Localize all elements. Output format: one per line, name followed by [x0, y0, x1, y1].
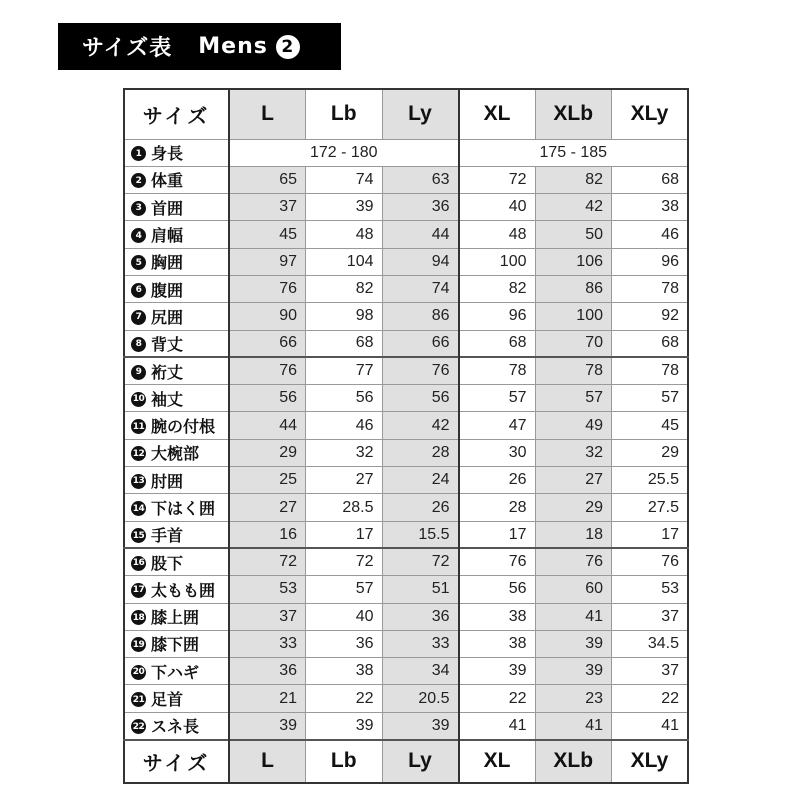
row-label [124, 658, 229, 685]
cell-XLb: 39 [535, 630, 612, 657]
number-badge-icon: 17 [131, 583, 146, 598]
row-label [124, 385, 229, 412]
cell-XL: 38 [459, 630, 536, 657]
row-label-text: 手首 [151, 526, 184, 546]
cell-XL: 26 [459, 467, 536, 494]
cell-Lb: 57 [306, 576, 383, 603]
cell-L: 29 [229, 439, 306, 466]
cell-XLb: 76 [535, 548, 612, 575]
cell-L: 97 [229, 248, 306, 275]
table-row [124, 658, 688, 685]
cell-Lb: 38 [306, 658, 383, 685]
number-badge-icon: 13 [131, 474, 146, 489]
cell-L: 65 [229, 166, 306, 193]
cell-XLb: 27 [535, 467, 612, 494]
cell-XLy: 78 [612, 275, 689, 302]
cell-XLy: 25.5 [612, 467, 689, 494]
cell-L: 44 [229, 412, 306, 439]
cell-Ly: 24 [382, 467, 459, 494]
cell-Lb: 48 [306, 221, 383, 248]
cell-Lb: 22 [306, 685, 383, 712]
cell-L: 53 [229, 576, 306, 603]
cell-Ly: 15.5 [382, 521, 459, 548]
row-label-text: 大椀部 [151, 444, 200, 464]
row-label [124, 467, 229, 494]
cell-L: 66 [229, 330, 306, 357]
row-label [124, 139, 229, 166]
cell-XLb: 23 [535, 685, 612, 712]
title-text: サイズ表 [82, 36, 173, 61]
cell-XL: 48 [459, 221, 536, 248]
cell-Lb: 98 [306, 303, 383, 330]
row-label-text: 腹囲 [151, 280, 184, 300]
table-row [124, 521, 688, 548]
height-range-XL: 175 - 185 [459, 139, 689, 166]
footer-size-label: サイズ [124, 740, 229, 783]
row-label-text: 肘囲 [151, 471, 184, 491]
cell-XLy: 22 [612, 685, 689, 712]
cell-XLb: 86 [535, 275, 612, 302]
footer-size-Ly: Ly [382, 740, 459, 783]
cell-XL: 82 [459, 275, 536, 302]
cell-XLb: 70 [535, 330, 612, 357]
cell-L: 33 [229, 630, 306, 657]
number-badge-icon: 2 [131, 173, 146, 188]
cell-Ly: 26 [382, 494, 459, 521]
cell-Ly: 36 [382, 603, 459, 630]
cell-Ly: 56 [382, 385, 459, 412]
number-badge-icon: 10 [131, 392, 146, 407]
cell-Ly: 66 [382, 330, 459, 357]
number-badge-icon: 2 [276, 35, 300, 59]
cell-XLy: 37 [612, 658, 689, 685]
cell-Ly: 36 [382, 194, 459, 221]
footer-size-XL: XL [459, 740, 536, 783]
height-range-L: 172 - 180 [229, 139, 459, 166]
cell-L: 27 [229, 494, 306, 521]
cell-Lb: 68 [306, 330, 383, 357]
cell-Ly: 39 [382, 712, 459, 739]
number-badge-icon: 4 [131, 228, 146, 243]
number-badge-icon: 14 [131, 501, 146, 516]
cell-XL: 39 [459, 658, 536, 685]
cell-XLb: 39 [535, 658, 612, 685]
cell-XLy: 27.5 [612, 494, 689, 521]
table-row [124, 467, 688, 494]
cell-Ly: 34 [382, 658, 459, 685]
table-row [124, 603, 688, 630]
title-subtitle: Mens [198, 34, 268, 59]
cell-XL: 68 [459, 330, 536, 357]
number-badge-icon: 3 [131, 201, 146, 216]
cell-Lb: 39 [306, 712, 383, 739]
cell-XLb: 32 [535, 439, 612, 466]
cell-Ly: 76 [382, 357, 459, 384]
header-size-Ly: Ly [382, 89, 459, 139]
cell-Lb: 27 [306, 467, 383, 494]
row-label-text: 背丈 [151, 334, 184, 354]
cell-XLb: 50 [535, 221, 612, 248]
cell-XLy: 96 [612, 248, 689, 275]
table-row [124, 412, 688, 439]
table-row [124, 303, 688, 330]
row-label [124, 630, 229, 657]
cell-L: 76 [229, 357, 306, 384]
header-size-XLy: XLy [612, 89, 689, 139]
cell-XLy: 78 [612, 357, 689, 384]
row-label-text: 足首 [151, 690, 184, 710]
cell-XLb: 106 [535, 248, 612, 275]
row-label-text: スネ長 [151, 717, 200, 737]
header-size-label: サイズ [124, 89, 229, 139]
row-label-text: 裄丈 [151, 362, 184, 382]
table-row [124, 439, 688, 466]
cell-Ly: 74 [382, 275, 459, 302]
cell-Ly: 28 [382, 439, 459, 466]
cell-XLy: 45 [612, 412, 689, 439]
cell-Ly: 63 [382, 166, 459, 193]
row-label-text: 太もも囲 [151, 580, 216, 600]
number-badge-icon: 11 [131, 419, 146, 434]
cell-L: 21 [229, 685, 306, 712]
row-label [124, 712, 229, 739]
cell-XLy: 68 [612, 330, 689, 357]
cell-XL: 40 [459, 194, 536, 221]
row-label-text: 股下 [151, 553, 184, 573]
number-badge-icon: 6 [131, 283, 146, 298]
row-label [124, 494, 229, 521]
row-label-text: 袖丈 [151, 389, 184, 409]
cell-XL: 72 [459, 166, 536, 193]
row-label [124, 166, 229, 193]
number-badge-icon: 20 [131, 665, 146, 680]
cell-XL: 56 [459, 576, 536, 603]
row-label-text: 肩幅 [151, 226, 184, 246]
size-table [123, 88, 689, 784]
cell-XLy: 17 [612, 521, 689, 548]
footer-size-L: L [229, 740, 306, 783]
footer-size-XLy: XLy [612, 740, 689, 783]
row-label [124, 521, 229, 548]
cell-Ly: 33 [382, 630, 459, 657]
row-label [124, 603, 229, 630]
row-label [124, 576, 229, 603]
cell-L: 90 [229, 303, 306, 330]
footer-size-Lb: Lb [306, 740, 383, 783]
cell-Lb: 36 [306, 630, 383, 657]
row-label [124, 221, 229, 248]
header-size-XLb: XLb [535, 89, 612, 139]
cell-Lb: 82 [306, 275, 383, 302]
table-row [124, 576, 688, 603]
table-row [124, 494, 688, 521]
cell-XLb: 57 [535, 385, 612, 412]
cell-XLy: 38 [612, 194, 689, 221]
cell-XLy: 76 [612, 548, 689, 575]
cell-XL: 76 [459, 548, 536, 575]
cell-L: 56 [229, 385, 306, 412]
row-label [124, 439, 229, 466]
cell-XL: 28 [459, 494, 536, 521]
table-row [124, 221, 688, 248]
table-row-height [124, 139, 688, 166]
number-badge-icon: 1 [131, 146, 146, 161]
row-label [124, 248, 229, 275]
number-badge-icon: 15 [131, 528, 146, 543]
cell-Ly: 51 [382, 576, 459, 603]
row-label [124, 412, 229, 439]
cell-L: 36 [229, 658, 306, 685]
row-label-text: 膝下囲 [151, 635, 200, 655]
row-label-text: 身長 [151, 144, 184, 164]
cell-XL: 22 [459, 685, 536, 712]
cell-XLb: 60 [535, 576, 612, 603]
cell-XLy: 37 [612, 603, 689, 630]
cell-Ly: 86 [382, 303, 459, 330]
cell-Lb: 39 [306, 194, 383, 221]
number-badge-icon: 21 [131, 692, 146, 707]
row-label-text: 首囲 [151, 198, 184, 218]
cell-XLb: 100 [535, 303, 612, 330]
cell-Lb: 72 [306, 548, 383, 575]
cell-XLy: 29 [612, 439, 689, 466]
cell-L: 37 [229, 194, 306, 221]
cell-Lb: 77 [306, 357, 383, 384]
number-badge-icon: 22 [131, 719, 146, 734]
cell-Lb: 40 [306, 603, 383, 630]
header-size-XL: XL [459, 89, 536, 139]
cell-Lb: 28.5 [306, 494, 383, 521]
cell-Lb: 17 [306, 521, 383, 548]
cell-XL: 30 [459, 439, 536, 466]
cell-XLb: 49 [535, 412, 612, 439]
cell-XLb: 18 [535, 521, 612, 548]
cell-XL: 100 [459, 248, 536, 275]
cell-L: 76 [229, 275, 306, 302]
cell-XL: 47 [459, 412, 536, 439]
table-row [124, 330, 688, 357]
cell-L: 37 [229, 603, 306, 630]
cell-XLy: 68 [612, 166, 689, 193]
cell-XLb: 42 [535, 194, 612, 221]
cell-L: 72 [229, 548, 306, 575]
row-label-text: 尻囲 [151, 307, 184, 327]
table-row [124, 548, 688, 575]
cell-XLb: 82 [535, 166, 612, 193]
cell-XLy: 53 [612, 576, 689, 603]
header-size-Lb: Lb [306, 89, 383, 139]
row-label-text: 下ハギ [151, 662, 200, 682]
page-title [58, 23, 341, 70]
cell-Ly: 42 [382, 412, 459, 439]
number-badge-icon: 7 [131, 310, 146, 325]
table-row [124, 712, 688, 739]
cell-XLb: 41 [535, 712, 612, 739]
cell-XLb: 29 [535, 494, 612, 521]
table-row [124, 248, 688, 275]
table-row [124, 630, 688, 657]
row-label [124, 548, 229, 575]
number-badge-icon: 9 [131, 365, 146, 380]
number-badge-icon: 5 [131, 255, 146, 270]
cell-Lb: 56 [306, 385, 383, 412]
number-badge-icon: 8 [131, 337, 146, 352]
cell-L: 45 [229, 221, 306, 248]
row-label [124, 275, 229, 302]
cell-Lb: 32 [306, 439, 383, 466]
cell-XL: 96 [459, 303, 536, 330]
cell-XLb: 41 [535, 603, 612, 630]
table-row [124, 685, 688, 712]
cell-XLy: 34.5 [612, 630, 689, 657]
cell-L: 16 [229, 521, 306, 548]
cell-Lb: 46 [306, 412, 383, 439]
cell-Lb: 74 [306, 166, 383, 193]
table-row [124, 385, 688, 412]
cell-Ly: 72 [382, 548, 459, 575]
row-label [124, 330, 229, 357]
row-label [124, 357, 229, 384]
cell-Ly: 20.5 [382, 685, 459, 712]
cell-Ly: 44 [382, 221, 459, 248]
row-label-text: 体重 [151, 171, 184, 191]
cell-XL: 17 [459, 521, 536, 548]
number-badge-icon: 19 [131, 637, 146, 652]
cell-Lb: 104 [306, 248, 383, 275]
footer-size-XLb: XLb [535, 740, 612, 783]
cell-XL: 38 [459, 603, 536, 630]
number-badge-icon: 18 [131, 610, 146, 625]
cell-XL: 41 [459, 712, 536, 739]
cell-L: 39 [229, 712, 306, 739]
row-label [124, 303, 229, 330]
header-row [124, 89, 688, 139]
table-row [124, 357, 688, 384]
table-row [124, 194, 688, 221]
row-label-text: 膝上囲 [151, 608, 200, 628]
footer-header-row [124, 740, 688, 783]
cell-XLy: 92 [612, 303, 689, 330]
number-badge-icon: 12 [131, 446, 146, 461]
cell-XLb: 78 [535, 357, 612, 384]
row-label-text: 下はく囲 [151, 499, 216, 518]
row-label-text: 腕の付根 [151, 417, 216, 437]
cell-XL: 57 [459, 385, 536, 412]
cell-XLy: 41 [612, 712, 689, 739]
table-row [124, 275, 688, 302]
cell-XLy: 46 [612, 221, 689, 248]
cell-XL: 78 [459, 357, 536, 384]
table-row [124, 166, 688, 193]
cell-Ly: 94 [382, 248, 459, 275]
header-size-L: L [229, 89, 306, 139]
row-label-text: 胸囲 [151, 253, 184, 273]
row-label [124, 194, 229, 221]
cell-L: 25 [229, 467, 306, 494]
number-badge-icon: 16 [131, 556, 146, 571]
cell-XLy: 57 [612, 385, 689, 412]
row-label [124, 685, 229, 712]
